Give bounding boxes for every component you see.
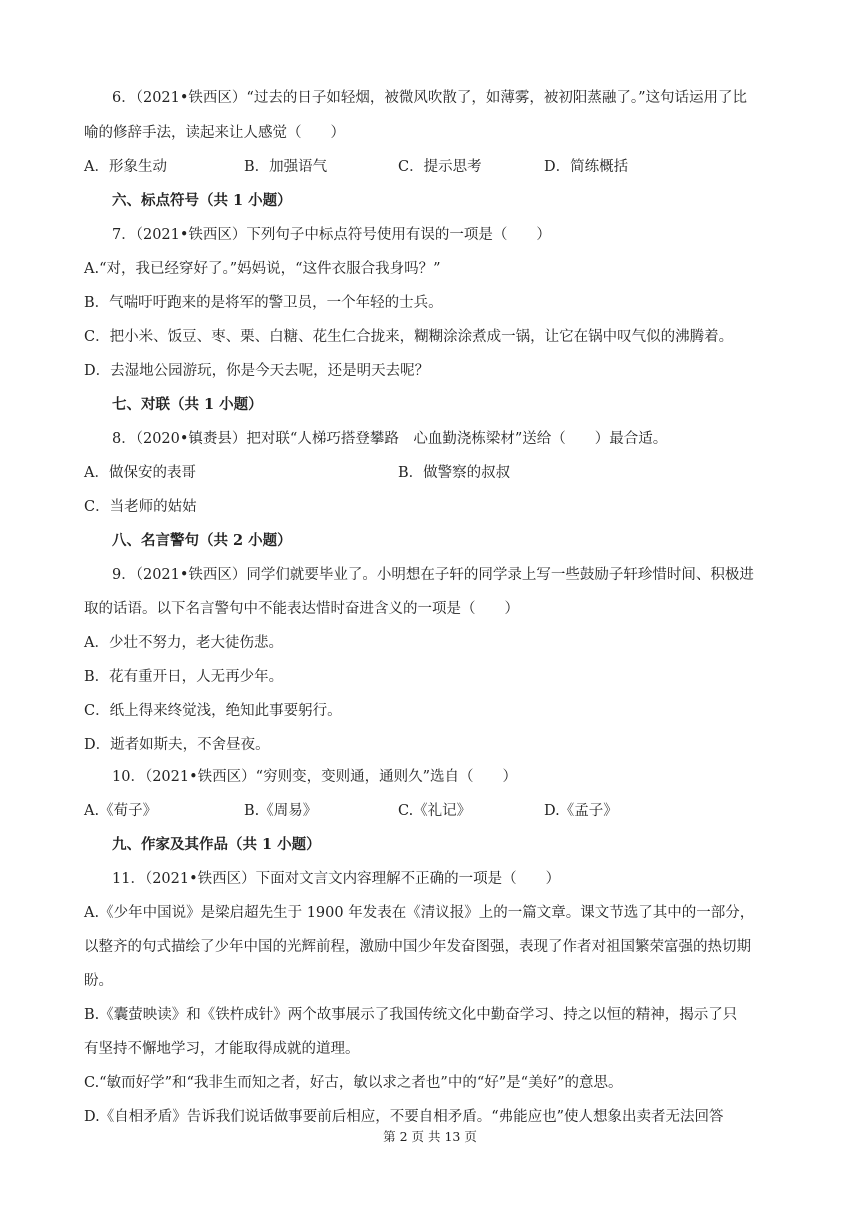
question-10-option-d: D.《孟子》 (544, 803, 618, 819)
section-heading-quotes: 八、名言警句（共 2 小题） (112, 532, 292, 549)
question-11-option-a-line-1: A.《少年中国说》是梁启超先生于 1900 年发表在《清议报》上的一篇文章。课文节选了其中的一部分， (84, 905, 755, 921)
question-10-option-b: B.《周易》 (244, 803, 318, 819)
question-9-option-c: C．纸上得来终觉浅，绝知此事要躬行。 (84, 703, 342, 719)
question-7-option-d: D．去湿地公园游玩，你是今天去呢，还是明天去呢？ (84, 363, 430, 379)
question-11-option-a-line-2: 以整齐的句式描绘了少年中国的光辉前程，激励中国少年发奋图强，表现了作者对祖国繁荣富强的热切期 (84, 939, 751, 955)
question-11-option-a-line-3: 盼。 (84, 973, 113, 989)
question-9-option-b: B．花有重开日，人无再少年。 (84, 669, 284, 685)
question-10-option-c: C.《礼记》 (398, 803, 472, 819)
question-7-option-b: B．气喘吁吁跑来的是将军的警卫员，一个年轻的士兵。 (84, 295, 443, 311)
question-10-stem: 10．（2021•铁西区）“穷则变，变则通，通则久”选自（ ） (112, 769, 517, 785)
section-heading-punctuation: 六、标点符号（共 1 小题） (112, 192, 292, 209)
question-6-options (84, 157, 784, 177)
question-8-option-c: C．当老师的姑姑 (84, 499, 197, 515)
question-6-option-d: D．简练概括 (544, 159, 629, 175)
question-11-option-b-line-1: B.《囊萤映读》和《铁杵成针》两个故事展示了我国传统文化中勤奋学习、持之以恒的精神，揭示了只 (84, 1007, 738, 1023)
question-10-options (84, 801, 784, 821)
section-heading-authors-works: 九、作家及其作品（共 1 小题） (112, 836, 321, 853)
question-6-stem-line-1: 6．（2021•铁西区）“过去的日子如轻烟，被微风吹散了，如薄雾，被初阳蒸融了。”这句话运用了比 (112, 90, 748, 106)
question-11-option-d: D.《自相矛盾》告诉我们说话做事要前后相应，不要自相矛盾。“弗能应也”使人想象出卖者无法回答 (84, 1109, 724, 1125)
question-10-option-a: A.《荀子》 (84, 803, 158, 819)
question-7-option-c: C．把小米、饭豆、枣、栗、白糖、花生仁合拢来，糊糊涂涂煮成一锅，让它在锅中叹气似的沸腾着。 (84, 329, 734, 345)
question-8-option-b: B．做警察的叔叔 (398, 465, 511, 481)
question-11-stem: 11．（2021•铁西区）下面对文言文内容理解不正确的一项是（ ） (112, 871, 561, 887)
question-7-option-a: A.“对，我已经穿好了。”妈妈说，“这件衣服合我身吗？” (84, 261, 441, 277)
question-6-option-b: B．加强语气 (244, 159, 328, 175)
section-heading-couplet: 七、对联（共 1 小题） (112, 396, 263, 413)
question-6-option-c: C．提示思考 (398, 159, 482, 175)
question-8-stem: 8．（2020•镇赉县）把对联“人梯巧搭登攀路 心血勤浇栋梁材”送给（ ）最合适。 (112, 431, 668, 447)
question-7-stem: 7．（2021•铁西区）下列句子中标点符号使用有误的一项是（ ） (112, 227, 551, 243)
page-number-footer: 第 2 页 共 13 页 (383, 1129, 477, 1144)
question-6-stem-line-2: 喻的修辞手法，读起来让人感觉（ ） (84, 125, 345, 141)
question-8-options-row (84, 463, 784, 483)
question-11-option-c: C.“敏而好学”和“我非生而知之者，好古，敏以求之者也”中的“好”是“美好”的意思。 (84, 1075, 623, 1091)
question-9-option-a: A．少壮不努力，老大徒伤悲。 (84, 635, 283, 651)
question-9-stem-line-2: 取的话语。以下名言警句中不能表达惜时奋进含义的一项是（ ） (84, 601, 519, 617)
question-9-stem-line-1: 9．（2021•铁西区）同学们就要毕业了。小明想在子轩的同学录上写一些鼓励子轩珍惜时间、积极进 (112, 567, 754, 583)
question-8-option-a: A．做保安的表哥 (84, 465, 196, 481)
question-11-option-b-line-2: 有坚持不懈地学习，才能取得成就的道理。 (84, 1041, 360, 1057)
question-9-option-d: D．逝者如斯夫，不舍昼夜。 (84, 737, 270, 753)
question-6-option-a: A．形象生动 (84, 159, 167, 175)
